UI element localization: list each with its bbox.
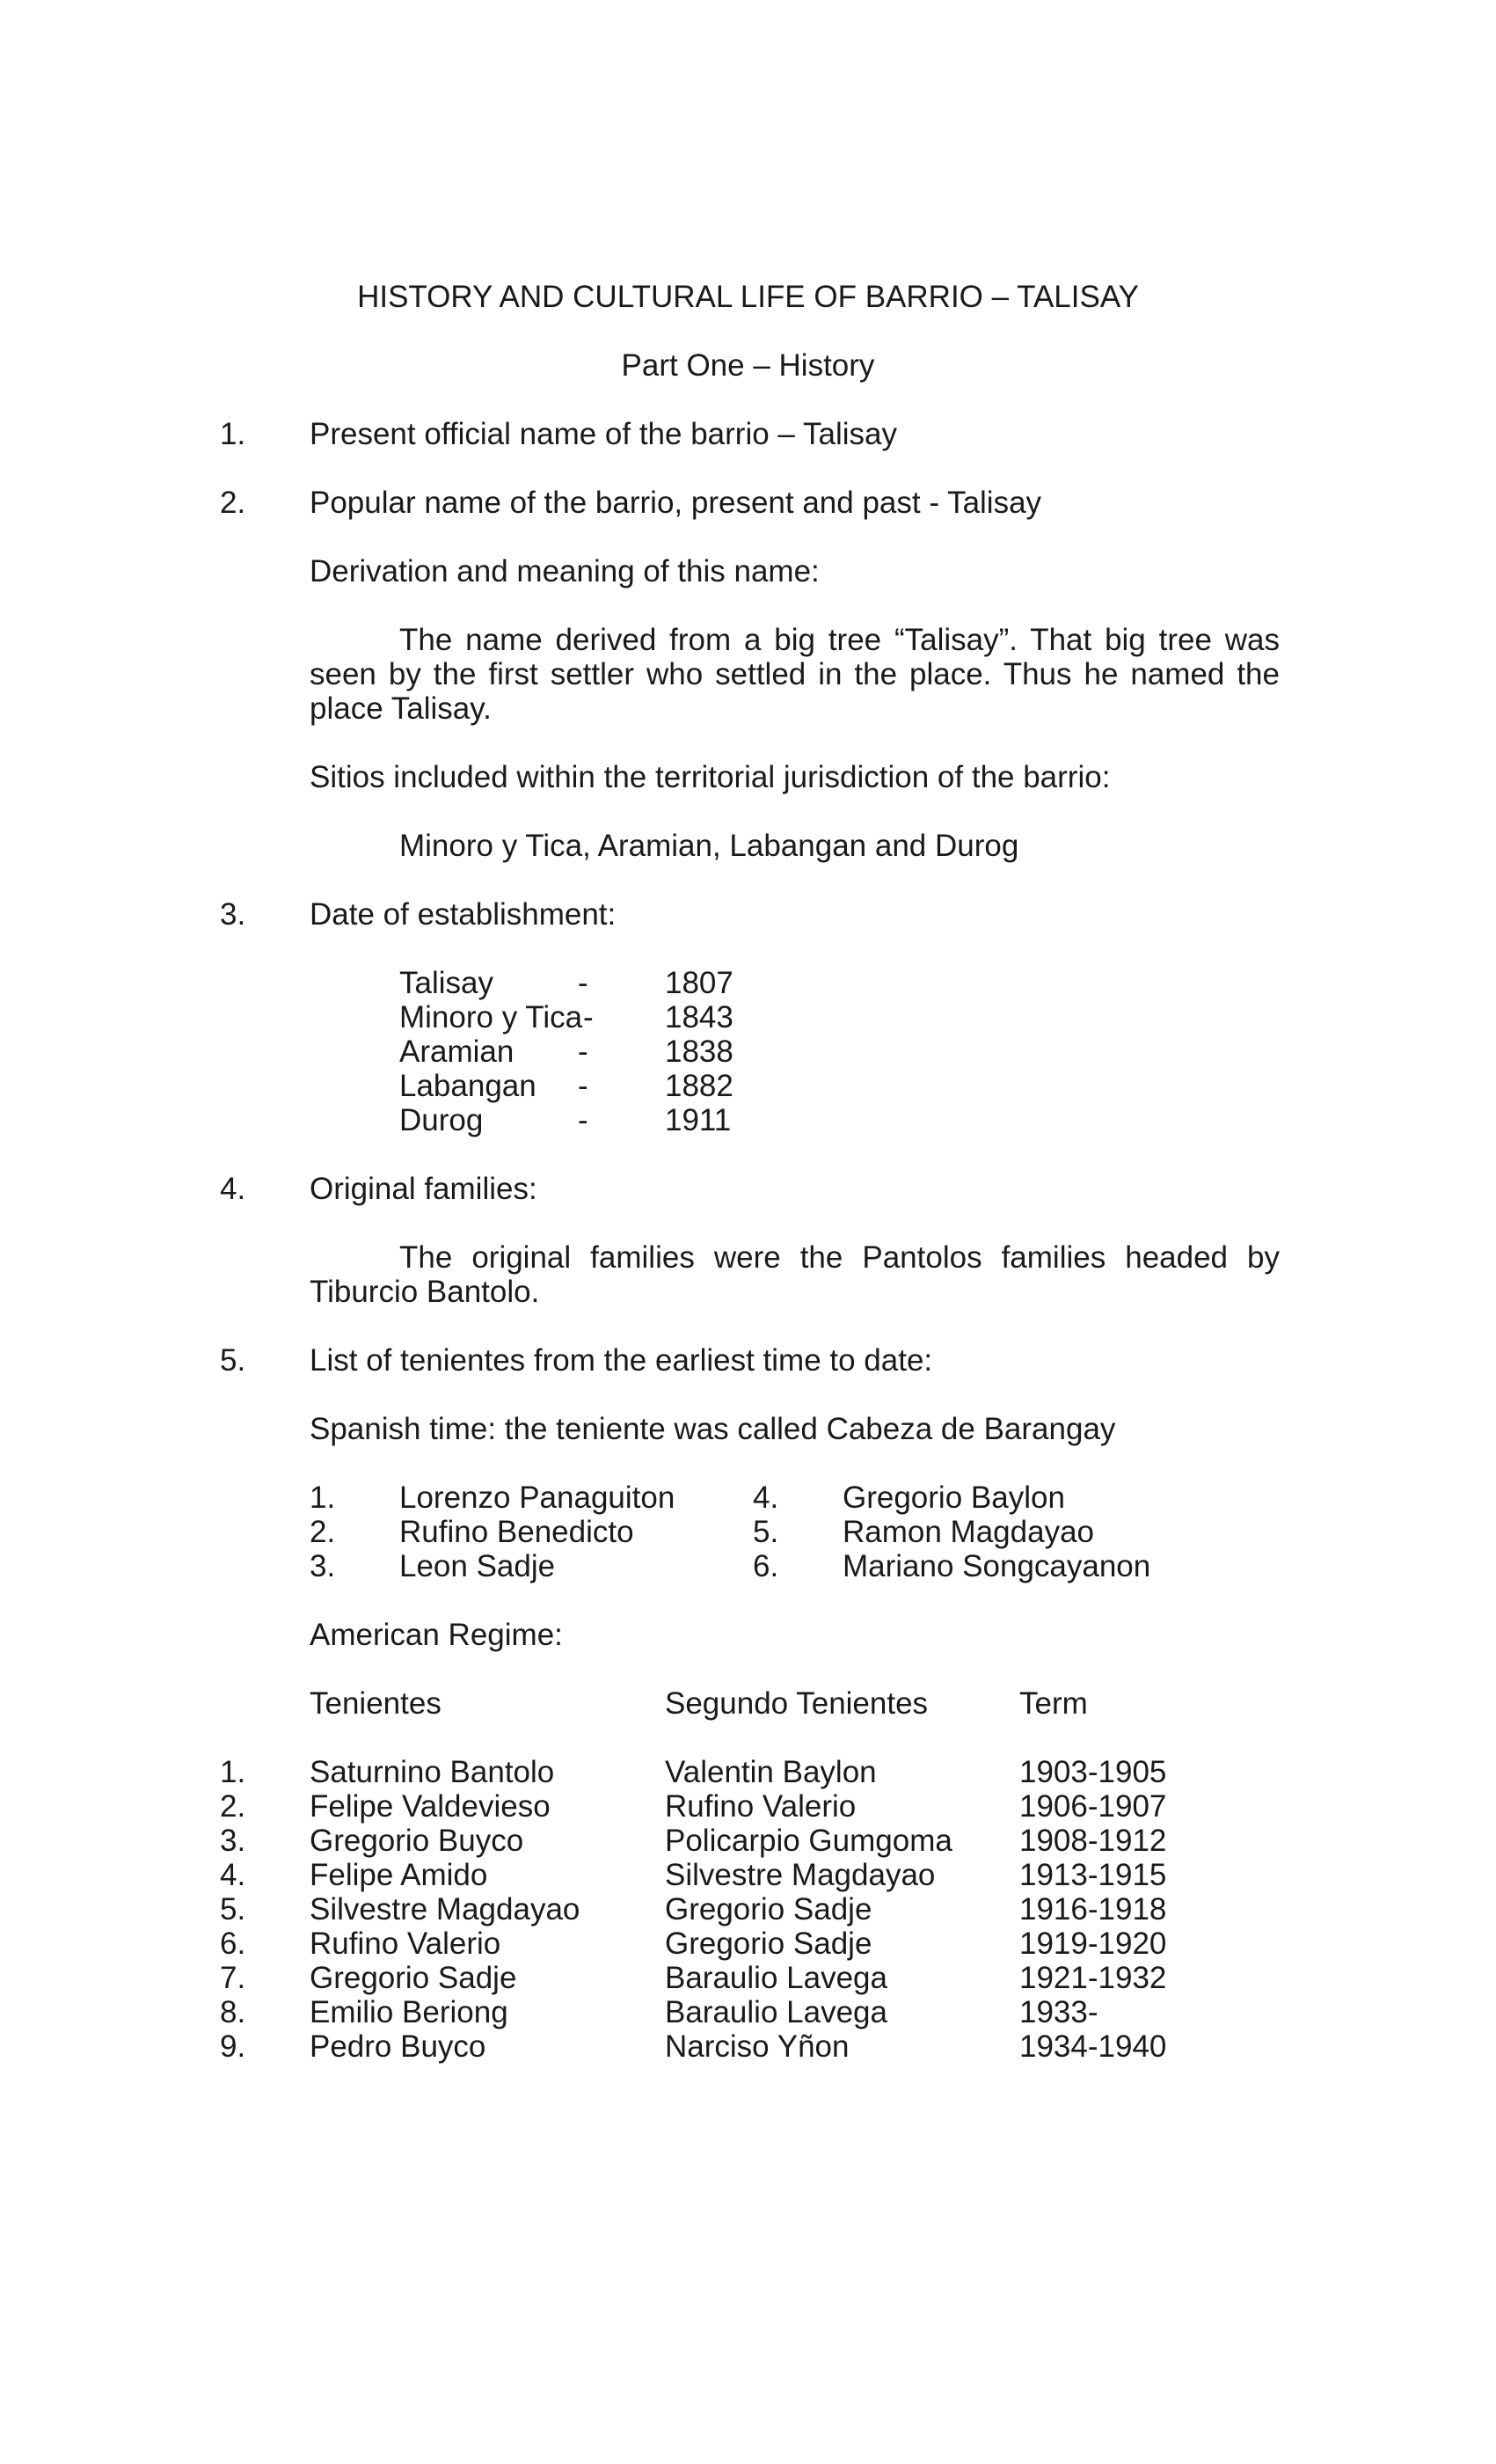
teniente-cell: Gregorio Buyco — [310, 1824, 524, 1858]
list-name: Lorenzo Panaguiton — [399, 1481, 675, 1515]
segundo-cell: Gregorio Sadje — [665, 1892, 872, 1927]
list-name: Leon Sadje — [399, 1549, 556, 1583]
row-number: 4. — [220, 1858, 246, 1892]
list-number: 2. — [310, 1515, 336, 1549]
teniente-cell: Pedro Buyco — [310, 2029, 486, 2064]
column-header-term: Term — [1019, 1686, 1088, 1721]
term-cell: 1919-1920 — [1019, 1927, 1167, 1961]
dash: - — [583, 1000, 594, 1035]
list-number: 4. — [753, 1481, 779, 1515]
item-1-number: 1. — [220, 417, 246, 451]
column-header-segundo: Segundo Tenientes — [665, 1686, 929, 1721]
teniente-cell: Felipe Valdevieso — [310, 1789, 551, 1824]
term-cell: 1933- — [1019, 1995, 1098, 2029]
sitio-name: Minoro y Tica — [399, 1000, 583, 1035]
item-1-text: Present official name of the barrio – Talisay — [310, 417, 897, 451]
sitios-label: Sitios included within the territorial jurisdiction of the barrio: — [310, 760, 1111, 794]
sitio-name: Durog — [399, 1103, 484, 1137]
page-subtitle: Part One – History — [621, 348, 875, 383]
item-5-number: 5. — [220, 1343, 246, 1378]
dash: - — [578, 1103, 588, 1137]
term-cell: 1916-1918 — [1019, 1892, 1167, 1927]
segundo-cell: Rufino Valerio — [665, 1789, 857, 1824]
term-cell: 1934-1940 — [1019, 2029, 1167, 2064]
row-number: 8. — [220, 1995, 246, 2029]
item-5-text: List of tenientes from the earliest time to date: — [310, 1343, 933, 1378]
original-families-paragraph: The original families were the Pantolos families headed by Tiburcio Bantolo. — [310, 1240, 1280, 1309]
term-cell: 1921-1932 — [1019, 1961, 1167, 1995]
segundo-cell: Silvestre Magdayao — [665, 1858, 936, 1892]
segundo-cell: Policarpio Gumgoma — [665, 1824, 952, 1858]
row-number: 6. — [220, 1927, 246, 1961]
list-name: Mariano Songcayanon — [843, 1549, 1151, 1583]
sitio-year: 1807 — [665, 966, 733, 1000]
term-cell: 1903-1905 — [1019, 1755, 1167, 1789]
row-number: 5. — [220, 1892, 246, 1927]
sitio-name: Labangan — [399, 1069, 536, 1103]
sitio-name: Talisay — [399, 966, 493, 1000]
row-number: 9. — [220, 2029, 246, 2064]
teniente-cell: Gregorio Sadje — [310, 1961, 517, 1995]
list-number: 1. — [310, 1481, 336, 1515]
term-cell: 1908-1912 — [1019, 1824, 1167, 1858]
american-regime-label: American Regime: — [310, 1618, 563, 1652]
list-number: 5. — [753, 1515, 779, 1549]
list-number: 6. — [753, 1549, 779, 1583]
row-number: 2. — [220, 1789, 246, 1824]
teniente-cell: Emilio Beriong — [310, 1995, 508, 2029]
spanish-time-label: Spanish time: the teniente was called Cabeza de Barangay — [310, 1412, 1116, 1446]
column-header-tenientes: Tenientes — [310, 1686, 442, 1721]
sitio-year: 1911 — [665, 1103, 732, 1137]
row-number: 1. — [220, 1755, 246, 1789]
derivation-paragraph: The name derived from a big tree “Talisay”. That big tree was seen by the first settler who settled in the place. Thus he named the place Talisay. — [310, 623, 1280, 726]
term-cell: 1906-1907 — [1019, 1789, 1167, 1824]
sitio-name: Aramian — [399, 1035, 514, 1069]
teniente-cell: Felipe Amido — [310, 1858, 488, 1892]
list-name: Rufino Benedicto — [399, 1515, 634, 1549]
segundo-cell: Valentin Baylon — [665, 1755, 877, 1789]
teniente-cell: Silvestre Magdayao — [310, 1892, 580, 1927]
sitio-year: 1838 — [665, 1035, 733, 1069]
item-4-number: 4. — [220, 1172, 246, 1206]
page-title: HISTORY AND CULTURAL LIFE OF BARRIO – TALISAY — [357, 280, 1139, 314]
segundo-cell: Baraulio Lavega — [665, 1995, 887, 2029]
list-number: 3. — [310, 1549, 336, 1583]
sitios-list: Minoro y Tica, Aramian, Labangan and Durog — [399, 829, 1019, 863]
segundo-cell: Narciso Yñon — [665, 2029, 850, 2064]
sitio-year: 1882 — [665, 1069, 733, 1103]
sitio-year: 1843 — [665, 1000, 733, 1035]
segundo-cell: Gregorio Sadje — [665, 1927, 872, 1961]
term-cell: 1913-1915 — [1019, 1858, 1167, 1892]
row-number: 7. — [220, 1961, 246, 1995]
teniente-cell: Saturnino Bantolo — [310, 1755, 555, 1789]
row-number: 3. — [220, 1824, 246, 1858]
list-name: Ramon Magdayao — [843, 1515, 1094, 1549]
derivation-label: Derivation and meaning of this name: — [310, 554, 820, 589]
item-2-number: 2. — [220, 486, 246, 520]
teniente-cell: Rufino Valerio — [310, 1927, 501, 1961]
item-3-number: 3. — [220, 897, 246, 932]
list-name: Gregorio Baylon — [843, 1481, 1065, 1515]
item-4-text: Original families: — [310, 1172, 537, 1206]
item-3-text: Date of establishment: — [310, 897, 617, 932]
item-2-text: Popular name of the barrio, present and past - Talisay — [310, 486, 1042, 520]
dash: - — [578, 1069, 588, 1103]
dash: - — [578, 1035, 588, 1069]
segundo-cell: Baraulio Lavega — [665, 1961, 887, 1995]
dash: - — [578, 966, 588, 1000]
